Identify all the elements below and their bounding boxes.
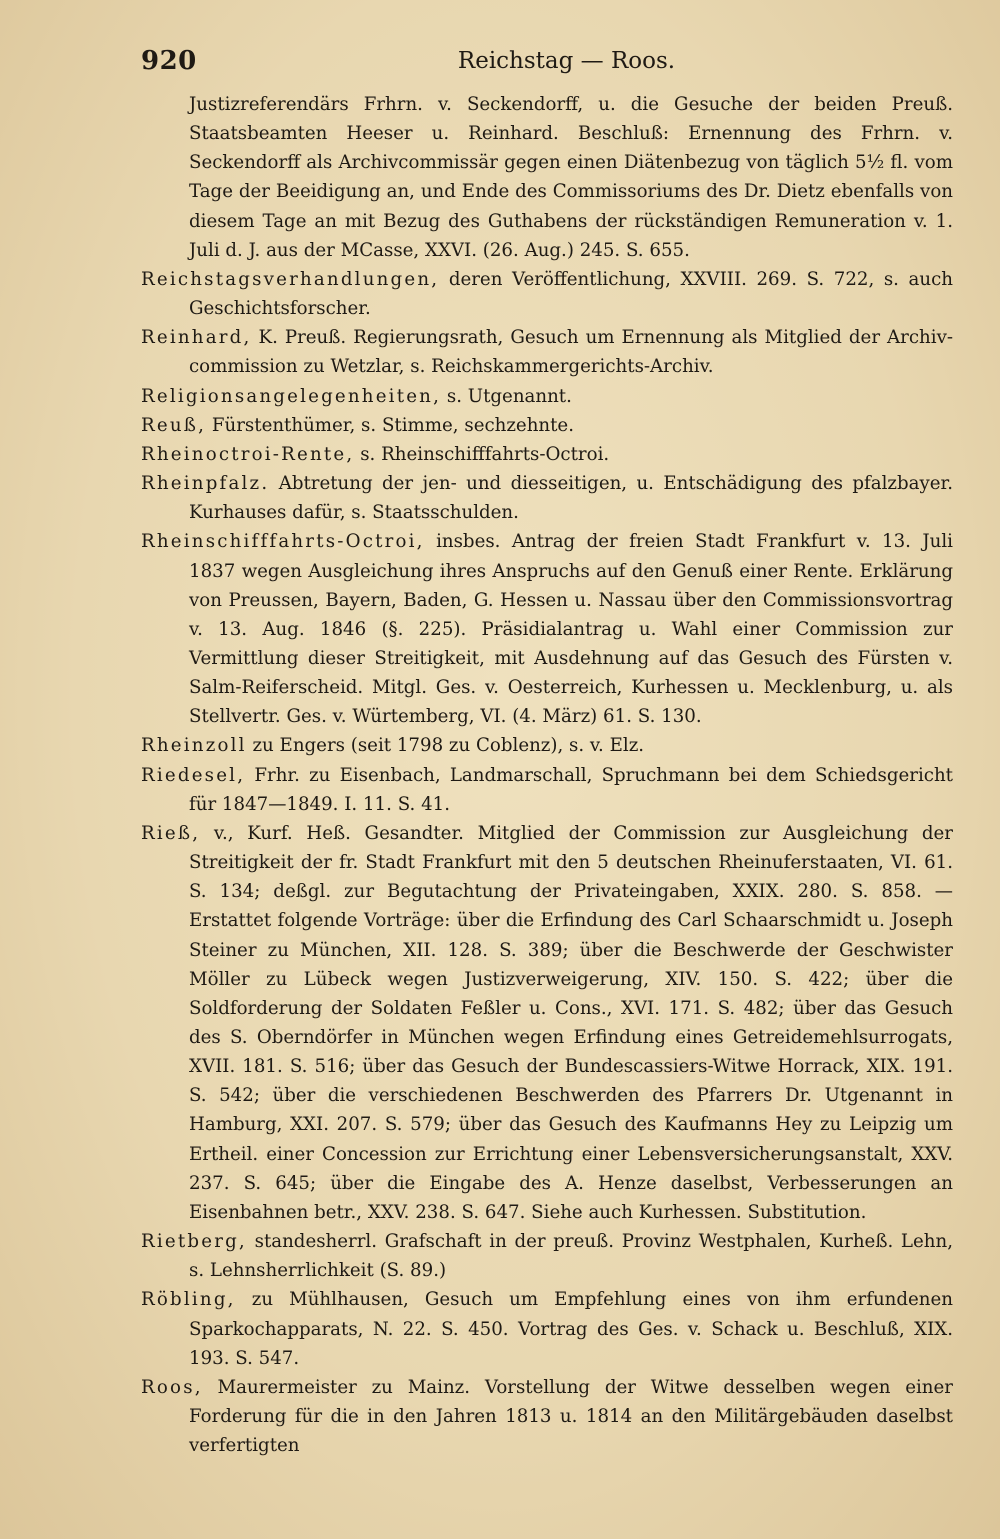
index-entry (141, 1373, 953, 1460)
entry-headword: Rheinpfalz. (141, 473, 270, 495)
entry-text: standesherrl. Grafschaft in der preuß. Provinz Westphalen, Kurheß. Lehn, s. Lehnsherrlichkeit (S. 89.) (189, 1231, 953, 1282)
running-head: Reichstag — Roos. (457, 48, 676, 74)
index-entry (141, 761, 953, 819)
entry-text: insbes. Antrag der freien Stadt Frankfurt v. 13. Juli 1837 wegen Ausgleichung ihres Anspruchs auf den Genuß einer Rente. Erklärung von Preussen, Bayern, Baden, G. Hessen u. Nassau über den Commissionsvortrag v. 13. Aug. 1846 (§. 225). Präsidialantrag u. Wahl einer Commission zur Vermittlung dieser Streitigkeit, mit Ausdehnung auf das Gesuch des Fürsten v. Salm-Reiferscheid. Mitgl. Ges. v. Oesterreich, Kurhessen u. Mecklenburg, u. als Stellvertr. Ges. v. Würtemberg, VI. (4. März) 61. S. 130. (189, 531, 953, 728)
entry-text: zu Mühlhausen, Gesuch um Empfehlung eines von ihm erfundenen Sparkochapparats, N. 22. S. 450. Vortrag des Ges. v. Schack u. Beschluß, XIX. 193. S. 547. (189, 1289, 953, 1369)
index-entry (141, 382, 953, 411)
entry-text: Justizreferendärs Frhrn. v. Seckendorff, u. die Gesuche der beiden Preuß. Staatsbeamten Heeser u. Reinhard. Beschluß: Ernennung des Frhrn. v. Seckendorff als Archivcommissär gegen einen Diätenbezug von täglich 5½ fl. vom Tage der Beeidigung an, und Ende des Commissoriums des Dr. Dietz ebenfalls von diesem Tage an mit Bezug des Guthabens der rückständigen Remuneration v. 1. Juli d. J. aus der MCasse, XXVI. (26. Aug.) 245. S. 655. (189, 94, 953, 261)
index-entry (141, 90, 953, 265)
page-number: 920 (141, 46, 197, 76)
entry-text: deren Veröffentlichung, XXVIII. 269. S. 722, s. auch Geschichtsforscher. (189, 268, 953, 320)
index-entry (141, 1285, 953, 1372)
entry-text: zu Engers (seit 1798 zu Coblenz), s. v. Elz. (252, 735, 645, 757)
entry-text: K. Preuß. Regierungsrath, Gesuch um Ernennung als Mitglied der Archiv-commission zu Wetzlar, s. Reichskammergerichts-Archiv. (189, 327, 953, 378)
entry-headword: Riedesel, (141, 764, 246, 786)
index-entries (141, 90, 953, 1460)
entry-headword: Religionsangelegenheiten, (141, 385, 442, 407)
index-entry (141, 323, 953, 381)
entry-headword: Roos, (141, 1376, 203, 1398)
entry-text: Abtretung der jen- und diesseitigen, u. Entschädigung des pfalzbayer. Kurhauses dafür, s. Staatsschulden. (189, 473, 953, 524)
entry-headword: Reichstagsverhandlungen, (141, 268, 440, 290)
entry-headword: Rheinoctroi-Rente, (141, 443, 355, 465)
entry-text: s. Rheinschifffahrts-Octroi. (360, 443, 610, 465)
entry-headword: Rietberg, (141, 1231, 247, 1253)
entry-text: Fürstenthümer, s. Stimme, sechzehnte. (211, 414, 574, 436)
index-entry (141, 819, 953, 1227)
entry-headword: Reuß, (141, 414, 207, 436)
index-entry (141, 411, 953, 440)
index-entry (141, 265, 953, 323)
index-entry (141, 527, 953, 731)
entry-headword: Röbling, (141, 1289, 236, 1311)
entry-text: Maurermeister zu Mainz. Vorstellung der Witwe desselben wegen einer Forderung für die in den Jahren 1813 u. 1814 an den Militärgebäuden daselbst verfertigten (189, 1376, 953, 1457)
index-entry (141, 440, 953, 469)
entry-headword: Rieß, (141, 822, 201, 844)
entry-text: s. Utgenannt. (446, 385, 572, 407)
entry-headword: Reinhard, (141, 327, 252, 349)
index-entry (141, 469, 953, 527)
entry-text: Frhr. zu Eisenbach, Landmarschall, Spruchmann bei dem Schiedsgericht für 1847—1849. I. 11. S. 41. (189, 764, 953, 815)
page-header (141, 46, 952, 84)
entry-text: v., Kurf. Heß. Gesandter. Mitglied der Commission zur Ausgleichung der Streitigkeit der fr. Stadt Frankfurt mit den 5 deutschen Rheinuferstaaten, VI. 61. S. 134; deßgl. zur Begutachtung der Privateingaben, XXIX. 280. S. 858. — Erstattet folgende Vorträge: über die Erfindung des Carl Schaarschmidt u. Joseph Steiner zu München, XII. 128. S. 389; über die Beschwerde der Geschwister Möller zu Lübeck wegen Justizverweigerung, XIV. 150. S. 422; über die Soldforderung der Soldaten Feßler u. Cons., XVI. 171. S. 482; über das Gesuch des S. Oberndörfer in München wegen Erfindung eines Getreidemehlsurrogats, XVII. 181. S. 516; über das Gesuch der Bundescassiers-Witwe Horrack, XIX. 191. S. 542; über die verschiedenen Beschwerden des Pfarrers Dr. Utgenannt in Hamburg, XXI. 207. S. 579; über das Gesuch des Kaufmanns Hey zu Leipzig um Ertheil. einer Concession zur Errichtung einer Lebensversicherungsanstalt, XXV. 237. S. 645; über die Eingabe des A. Henze daselbst, Verbesserungen an Eisenbahnen betr., XXV. 238. S. 647. Siehe auch Kurhessen. Substitution. (189, 822, 953, 1223)
index-entry (141, 1227, 953, 1285)
index-entry (141, 731, 953, 760)
entry-headword: Rheinschifffahrts-Octroi, (141, 531, 425, 553)
entry-headword: Rheinzoll (141, 735, 247, 757)
